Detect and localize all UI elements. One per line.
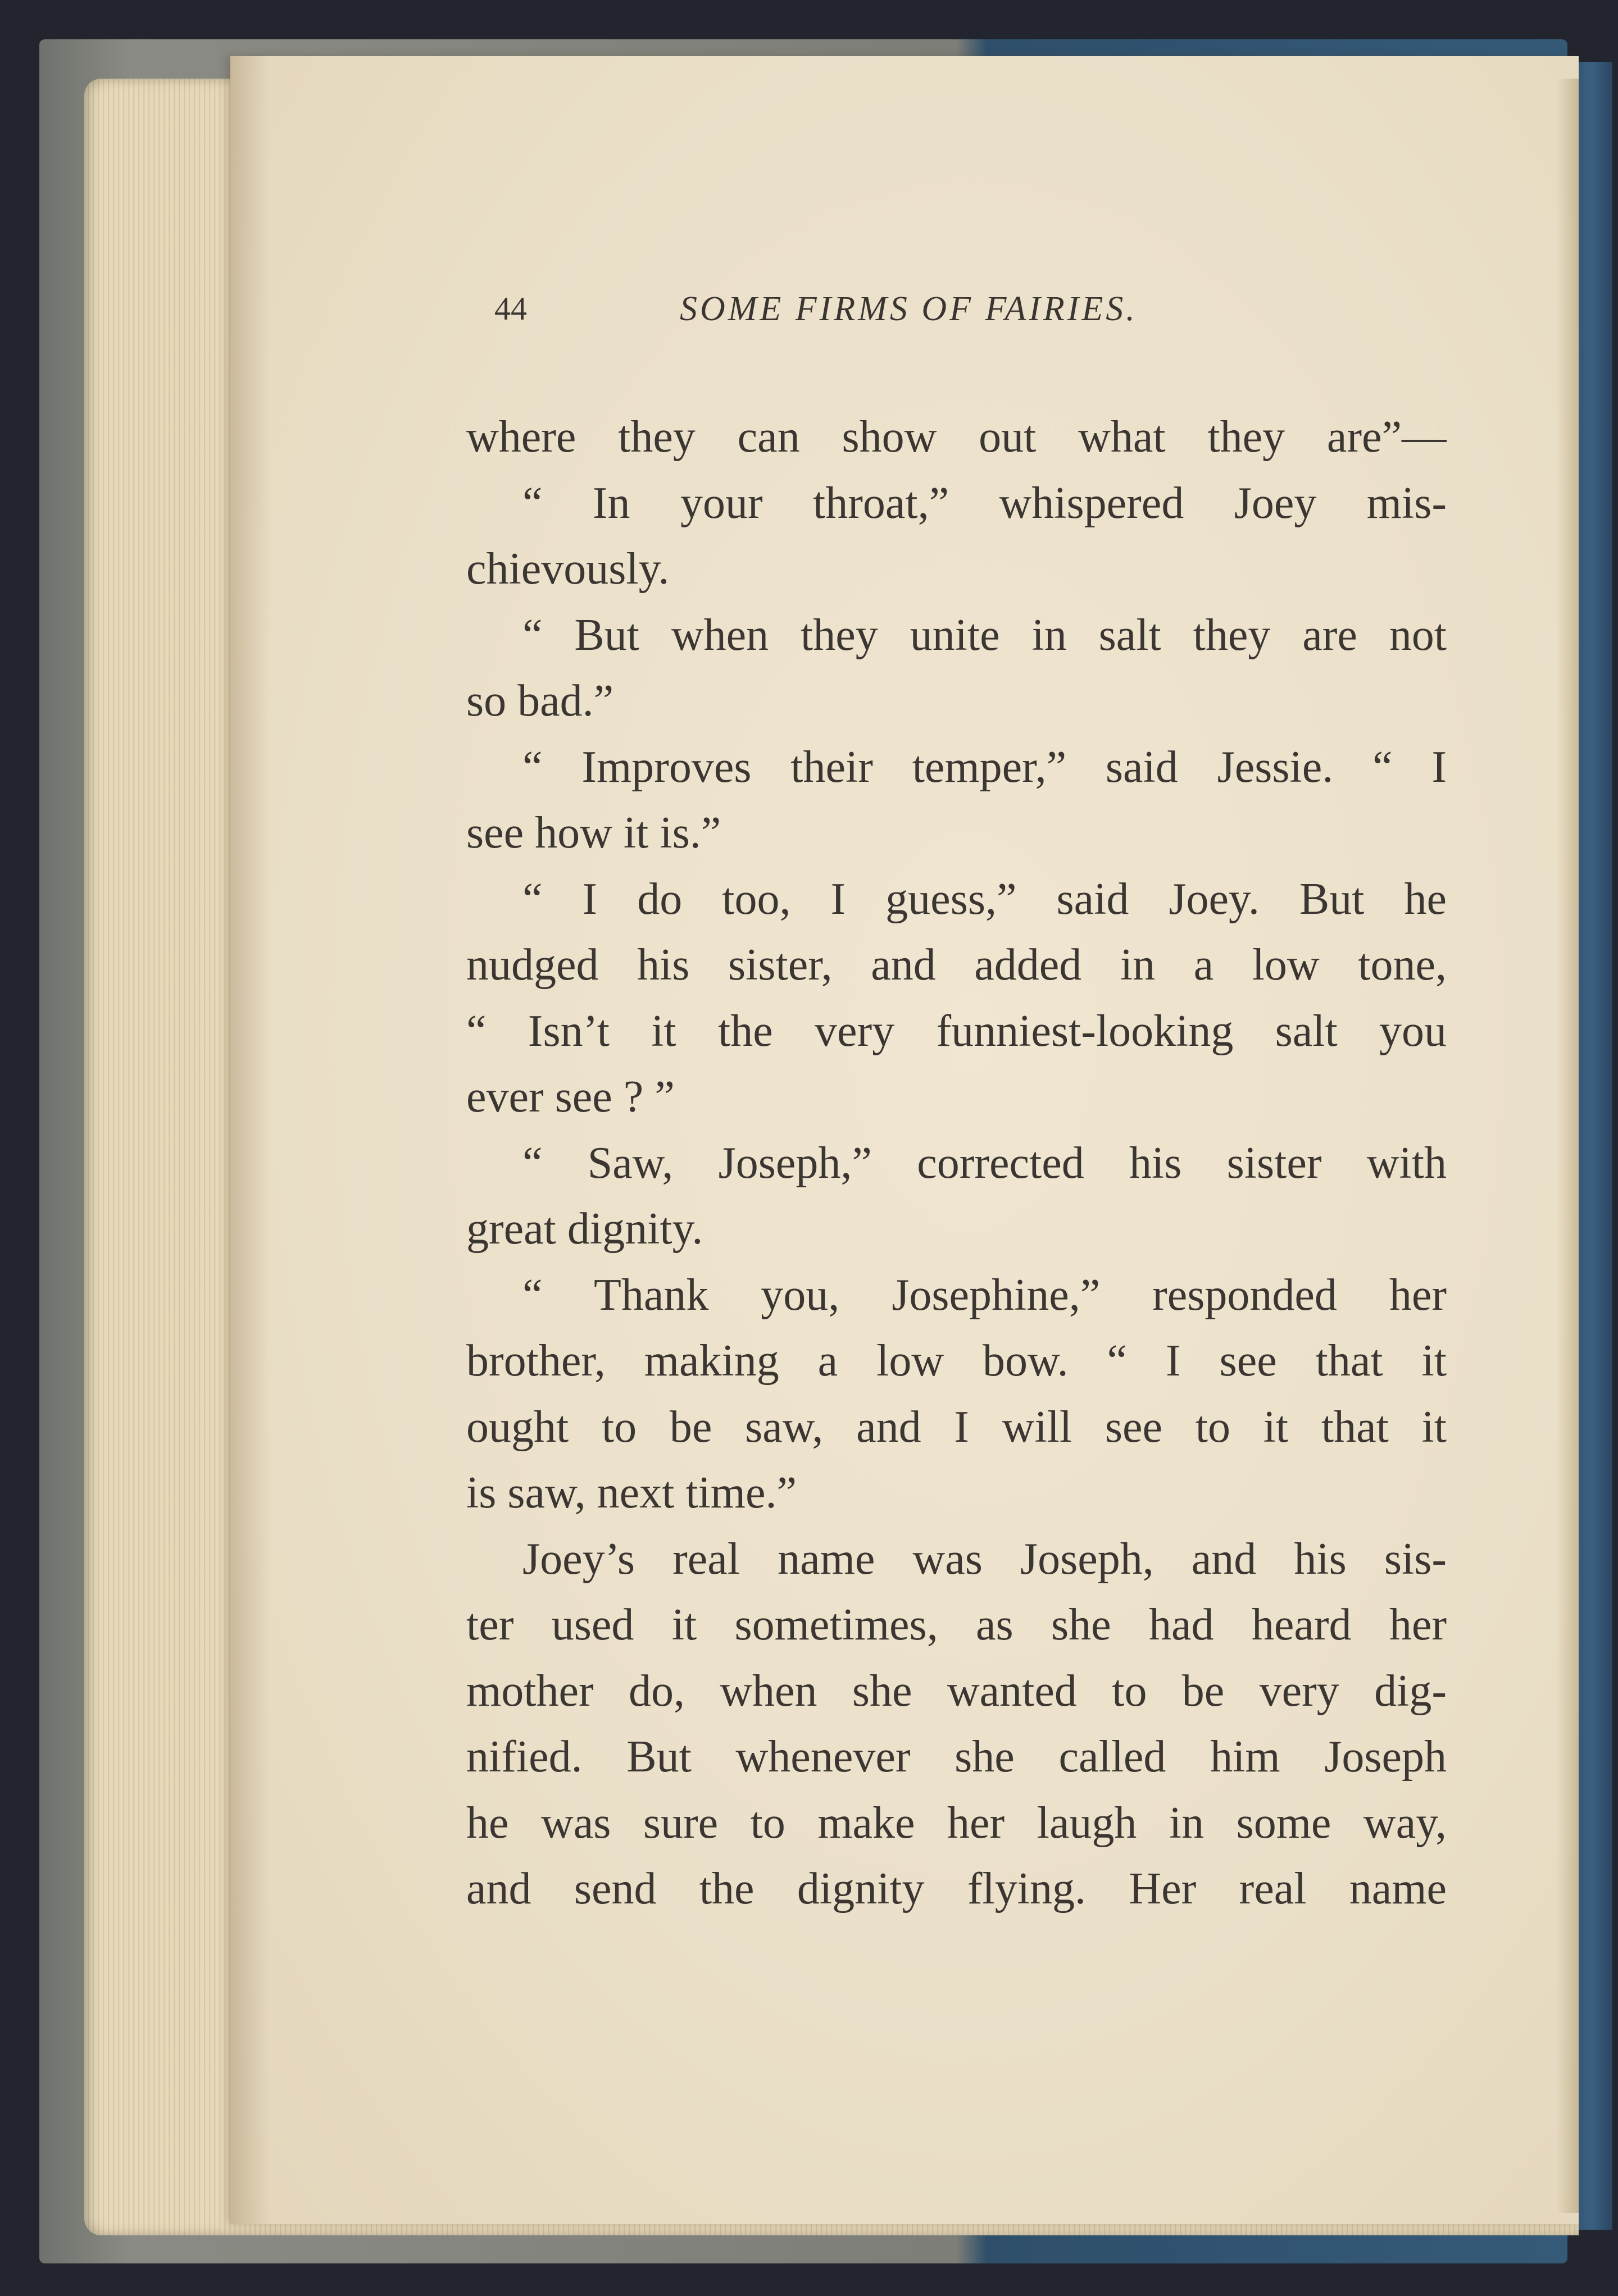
text-line: “ I do too, I guess,” said Joey. But he: [522, 874, 1447, 924]
text-line: “ Thank you, Josephine,” responded her: [522, 1270, 1447, 1320]
page-number: 44: [494, 290, 527, 327]
text-line: he was sure to make her laugh in some way,: [466, 1798, 1447, 1848]
page-header: [494, 284, 1303, 334]
text-line: brother, making a low bow. “ I see that it: [466, 1336, 1447, 1386]
text-line: “ In your throat,” whispered Joey mis-: [522, 478, 1447, 528]
text-line: “ But when they unite in salt they are not: [522, 610, 1447, 660]
text-line: “ Improves their temper,” said Jessie. “ I: [522, 742, 1447, 792]
text-line: ought to be saw, and I will see to it that it: [466, 1402, 1447, 1452]
page-right-edge: [1556, 79, 1579, 2213]
text-line: ever see ? ”: [466, 1072, 675, 1122]
text-line: great dignity.: [466, 1204, 703, 1254]
running-head: SOME FIRMS OF FAIRIES.: [680, 290, 1138, 328]
gutter-shadow: [230, 56, 270, 2224]
text-line: “ Saw, Joseph,” corrected his sister with: [522, 1138, 1447, 1188]
text-line: is saw, next time.”: [466, 1468, 797, 1518]
text-line: Joey’s real name was Joseph, and his sis-: [522, 1534, 1447, 1584]
body-text: [466, 404, 1447, 1923]
text-line: so bad.”: [466, 676, 614, 726]
text-line: where they can show out what they are”—: [466, 412, 1447, 462]
text-line: see how it is.”: [466, 808, 721, 858]
text-line: mother do, when she wanted to be very dig-: [466, 1666, 1447, 1716]
text-line: nudged his sister, and added in a low tone,: [466, 940, 1447, 990]
text-line: ter used it sometimes, as she had heard her: [466, 1600, 1447, 1650]
text-line: nified. But whenever she called him Joseph: [466, 1732, 1447, 1782]
text-line: chievously.: [466, 544, 670, 594]
text-line: and send the dignity flying. Her real name: [466, 1864, 1447, 1914]
text-line: “ Isn’t it the very funniest-looking salt you: [466, 1006, 1447, 1056]
